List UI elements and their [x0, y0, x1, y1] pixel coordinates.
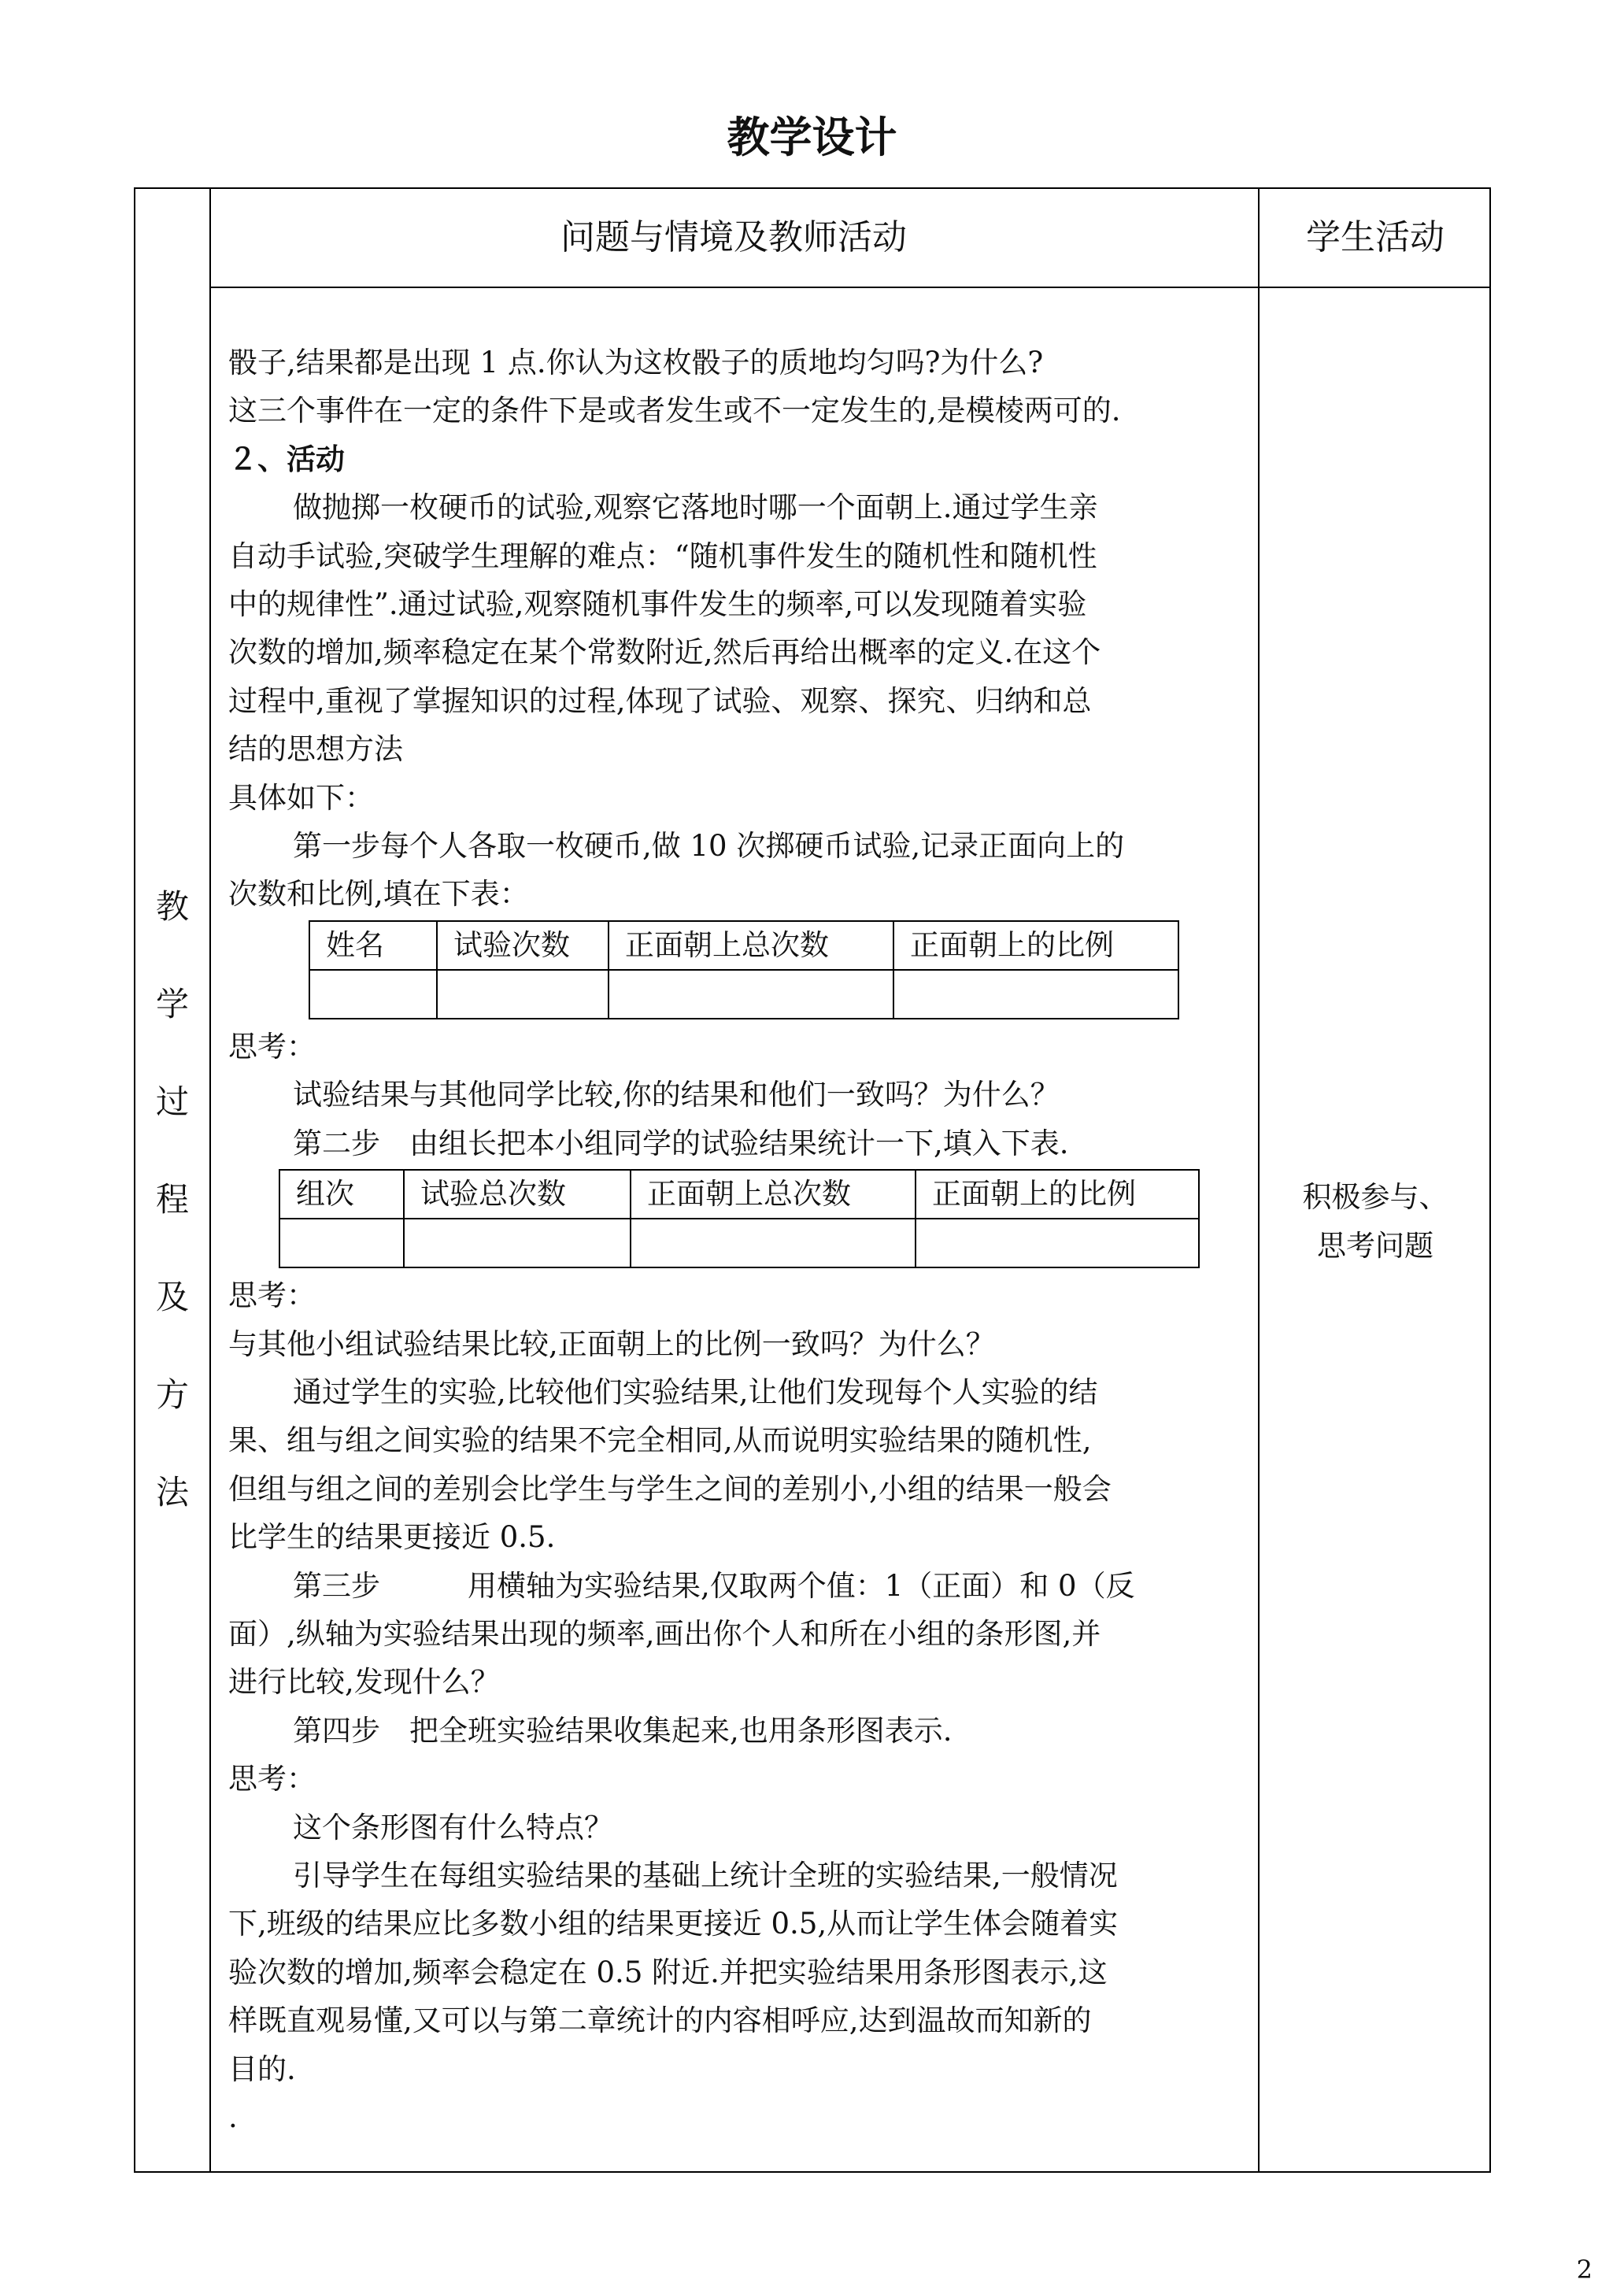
page-number: 2: [1576, 2255, 1593, 2285]
table-cell: [404, 1219, 631, 1267]
table-cell: [609, 970, 893, 1019]
student-activity-line: 思考问题: [1317, 1229, 1433, 1263]
text-line: 样既直观易懂,又可以与第二章统计的内容相呼应,达到温故而知新的: [228, 2004, 1092, 2038]
text-line: 第一步每个人各取一枚硬币,做 10 次掷硬币试验,记录正面向上的: [293, 829, 1125, 864]
text-line: 与其他小组试验结果比较,正面朝上的比例一致吗？为什么？: [228, 1326, 995, 1361]
table-cell: [309, 970, 437, 1019]
text-line: 引导学生在每组实验结果的基础上统计全班的实验结果,一般情况: [293, 1858, 1118, 1893]
text-line: 下,班级的结果应比多数小组的结果更接近 0.5,从而让学生体会随着实: [228, 1907, 1119, 1941]
side-char: 教: [155, 887, 189, 926]
table-header-cell: 正面朝上总次数: [631, 1170, 916, 1219]
table-header-cell: 试验总次数: [404, 1170, 631, 1219]
text-line: .: [228, 2100, 238, 2134]
side-char: 学: [155, 985, 189, 1023]
text-line: 但组与组之间的差别会比学生与学生之间的差别小,小组的结果一般会: [228, 1471, 1112, 1506]
text-line: 次数和比例,填在下表：: [228, 877, 529, 912]
text-line: 第二步 由组长把本小组同学的试验结果统计一下,填入下表.: [293, 1126, 1069, 1160]
text-line: 这个条形图有什么特点？: [293, 1810, 613, 1844]
side-char: 及: [155, 1278, 189, 1316]
text-line: 自动手试验,突破学生理解的难点：“随机事件发生的随机性和随机性: [228, 538, 1097, 573]
text-line: 思考：: [228, 1029, 316, 1064]
section-heading: ２、活动: [228, 442, 345, 476]
text-line: 中的规律性”.通过试验,观察随机事件发生的频率,可以发现随着实验: [228, 587, 1087, 622]
text-line: 次数的增加,频率稳定在某个常数附近,然后再给出概率的定义.在这个: [228, 635, 1101, 670]
side-label-teaching-process: [135, 858, 209, 1541]
table-cell: [437, 970, 609, 1019]
column-divider-1: [209, 189, 211, 2171]
table-cell: [631, 1219, 916, 1267]
text-line: 果、组与组之间实验的结果不完全相同,从而说明实验结果的随机性,: [228, 1423, 1092, 1458]
table-header-cell: 组次: [279, 1170, 404, 1219]
table-header-cell: 试验次数: [437, 921, 609, 970]
text-line: 面）,纵轴为实验结果出现的频率,画出你个人和所在小组的条形图,并: [228, 1616, 1101, 1651]
text-line: 做抛掷一枚硬币的试验,观察它落地时哪一个面朝上.通过学生亲: [293, 490, 1098, 525]
text-line: 比学生的结果更接近 0.5.: [228, 1520, 556, 1555]
text-line: 具体如下：: [228, 780, 374, 815]
text-line: 验次数的增加,频率会稳定在 0.5 附近.并把实验结果用条形图表示,这: [228, 1955, 1108, 1989]
table-header-cell: 正面朝上的比例: [916, 1170, 1199, 1219]
text-line: 结的思想方法: [228, 732, 403, 767]
table-cell: [279, 1219, 404, 1267]
text-line: 思考：: [228, 1762, 316, 1796]
text-line: 试验结果与其他同学比较,你的结果和他们一致吗？为什么？: [293, 1078, 1060, 1112]
side-char: 程: [155, 1180, 189, 1219]
table-header-cell: 正面朝上总次数: [609, 921, 893, 970]
side-char: 方: [155, 1375, 189, 1414]
header-divider: [209, 287, 1489, 288]
text-line: 思考：: [228, 1278, 316, 1313]
text-line: 这三个事件在一定的条件下是或者发生或不一定发生的,是模棱两可的.: [228, 394, 1121, 428]
group-results-table: [279, 1169, 1200, 1268]
text-line: 过程中,重视了掌握知识的过程,体现了试验、观察、探究、归纳和总: [228, 683, 1092, 718]
lesson-table: [134, 187, 1491, 2173]
student-activity-line: 积极参与、: [1302, 1180, 1448, 1214]
table-cell: [916, 1219, 1199, 1267]
text-line: 目的.: [228, 2052, 296, 2086]
text-line: 骰子,结果都是出现 1 点.你认为这枚骰子的质地均匀吗?为什么?: [228, 346, 1044, 379]
side-char: 法: [155, 1473, 189, 1511]
header-student-activity: 学生活动: [1306, 217, 1445, 257]
text-line: 通过学生的实验,比较他们实验结果,让他们发现每个人实验的结: [293, 1375, 1098, 1409]
text-line: 第四步 把全班实验结果收集起来,也用条形图表示.: [293, 1713, 953, 1748]
header-teacher-activity: 问题与情境及教师活动: [560, 217, 907, 257]
side-char: 过: [155, 1082, 189, 1121]
table-header-cell: 正面朝上的比例: [893, 921, 1178, 970]
teacher-activity-content: [228, 339, 1385, 2141]
page-title: 教学设计: [727, 113, 897, 162]
text-line: 进行比较,发现什么？: [228, 1665, 500, 1700]
table-header-cell: 姓名: [309, 921, 437, 970]
student-activity-content: [1258, 1173, 1493, 1271]
table-cell: [893, 970, 1178, 1019]
text-line: 第三步 用横轴为实验结果,仅取两个值：1（正面）和 0（反: [293, 1568, 1135, 1603]
individual-results-table: [309, 920, 1179, 1019]
